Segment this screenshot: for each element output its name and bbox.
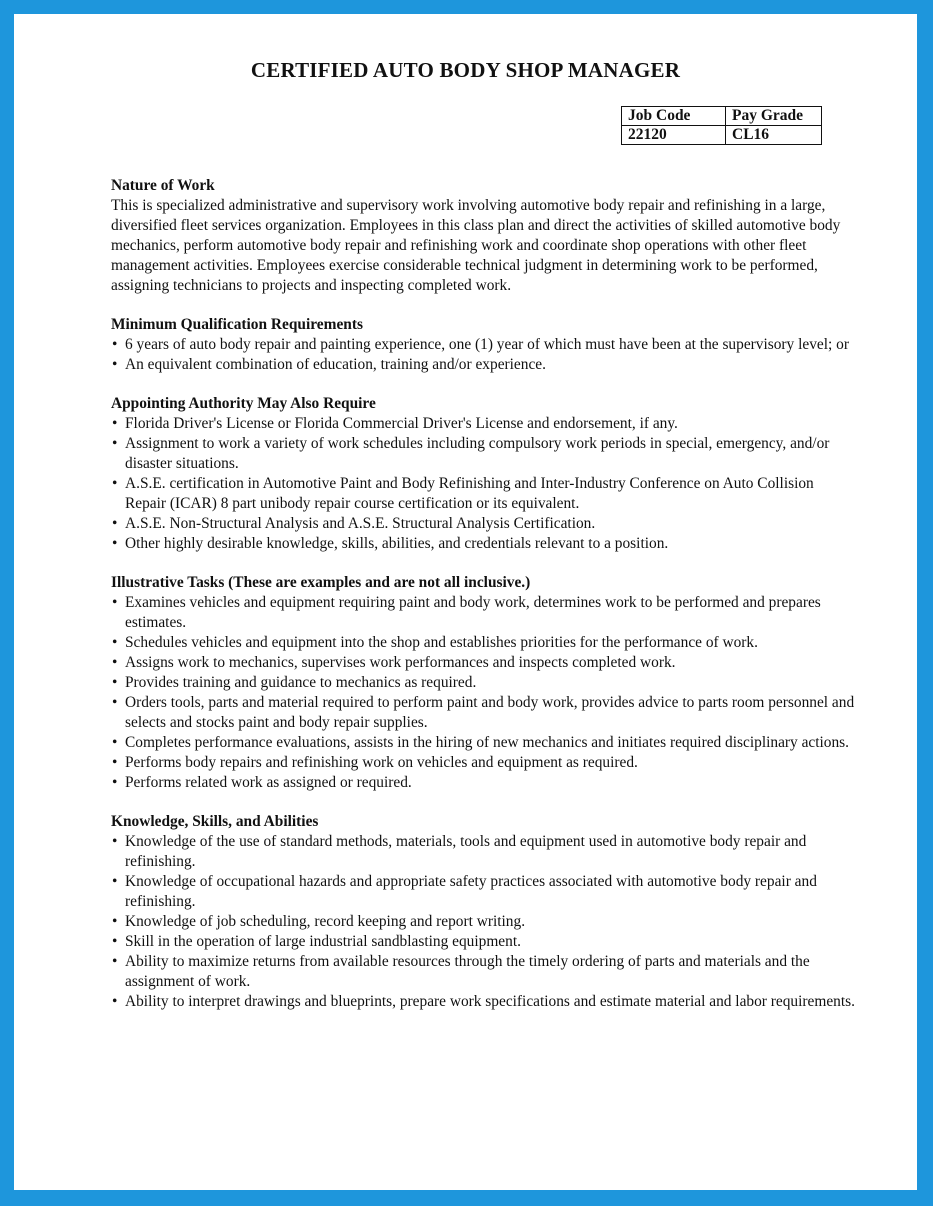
list-item-text: Skill in the operation of large industrial sandblasting equipment. <box>125 933 521 950</box>
list-item-text: Orders tools, parts and material required to perform paint and body work, provides advice to parts room personnel and selects and stocks paint and body repair supplies. <box>125 694 855 731</box>
list-item-text: Assignment to work a variety of work schedules including compulsory work periods in special, emergency, and/or disaster situations. <box>125 435 830 472</box>
bullet-icon: • <box>112 734 118 751</box>
pay-grade-value: CL16 <box>726 126 822 145</box>
list-item-text: Knowledge of the use of standard methods, materials, tools and equipment used in automotive body repair and refinishing. <box>125 833 807 870</box>
document-page <box>14 14 917 1190</box>
bullet-icon: • <box>112 674 118 691</box>
bullet-icon: • <box>112 913 118 930</box>
job-code-header: Job Code <box>622 107 726 126</box>
nature-of-work-section <box>111 176 856 296</box>
list-item-text: Examines vehicles and equipment requiring paint and body work, determines work to be performed and prepares estimates. <box>125 594 821 631</box>
bullet-icon: • <box>112 654 118 671</box>
job-code-table <box>621 106 822 145</box>
bullet-icon: • <box>112 594 118 611</box>
list-item-text: Performs body repairs and refinishing work on vehicles and equipment as required. <box>125 754 638 771</box>
list-item <box>111 992 856 1012</box>
bullet-icon: • <box>112 833 118 850</box>
bullet-icon: • <box>112 336 118 353</box>
list-item <box>111 832 856 872</box>
list-item <box>111 932 856 952</box>
list-item <box>111 753 856 773</box>
list-item-text: Knowledge of job scheduling, record keeping and report writing. <box>125 913 526 930</box>
list-item-text: Ability to maximize returns from available resources through the timely ordering of parts and materials and the assignment of work. <box>125 953 810 990</box>
list-item-text: A.S.E. certification in Automotive Paint and Body Refinishing and Inter-Industry Conference on Auto Collision Repair (ICAR) 8 part unibody repair course certification or its equivalent. <box>125 475 814 512</box>
list-item <box>111 653 856 673</box>
bullet-icon: • <box>112 993 118 1010</box>
illustrative-tasks-section <box>111 573 856 793</box>
table-header-row <box>622 107 822 126</box>
bullet-list <box>111 832 856 1012</box>
bullet-list <box>111 414 856 554</box>
bullet-icon: • <box>112 953 118 970</box>
job-code-value: 22120 <box>622 126 726 145</box>
list-item <box>111 673 856 693</box>
list-item-text: Ability to interpret drawings and blueprints, prepare work specifications and estimate material and labor requirements. <box>125 993 855 1010</box>
list-item <box>111 514 856 534</box>
list-item <box>111 414 856 434</box>
list-item-text: Other highly desirable knowledge, skills, abilities, and credentials relevant to a position. <box>125 535 669 552</box>
bullet-icon: • <box>112 415 118 432</box>
bullet-icon: • <box>112 933 118 950</box>
minimum-qualifications-section <box>111 315 856 375</box>
list-item <box>111 912 856 932</box>
list-item-text: Florida Driver's License or Florida Commercial Driver's License and endorsement, if any. <box>125 415 678 432</box>
bullet-icon: • <box>112 754 118 771</box>
list-item-text: Schedules vehicles and equipment into the shop and establishes priorities for the performance of work. <box>125 634 758 651</box>
list-item <box>111 693 856 733</box>
list-item <box>111 952 856 992</box>
list-item-text: Assigns work to mechanics, supervises work performances and inspects completed work. <box>125 654 676 671</box>
bullet-icon: • <box>112 475 118 492</box>
list-item-text: An equivalent combination of education, training and/or experience. <box>125 356 546 373</box>
knowledge-skills-abilities-section <box>111 812 856 1012</box>
bullet-icon: • <box>112 356 118 373</box>
bullet-list <box>111 335 856 375</box>
bullet-list <box>111 593 856 793</box>
list-item <box>111 633 856 653</box>
list-item-text: Performs related work as assigned or required. <box>125 774 412 791</box>
section-heading: Appointing Authority May Also Require <box>111 395 376 412</box>
section-heading: Illustrative Tasks (These are examples and are not all inclusive.) <box>111 574 531 591</box>
list-item-text: 6 years of auto body repair and painting experience, one (1) year of which must have been at the supervisory level; or <box>125 336 849 353</box>
list-item <box>111 534 856 554</box>
list-item <box>111 355 856 375</box>
list-item <box>111 733 856 753</box>
table-row <box>622 126 822 145</box>
bullet-icon: • <box>112 535 118 552</box>
bullet-icon: • <box>112 435 118 452</box>
section-heading: Minimum Qualification Requirements <box>111 316 363 333</box>
list-item <box>111 335 856 355</box>
section-heading: Knowledge, Skills, and Abilities <box>111 813 319 830</box>
nature-of-work-text: This is specialized administrative and supervisory work involving automotive body repair and refinishing in a large, diversified fleet services organization. Employees in this class plan and direct the activities of skilled automotive body mechanics, perform automotive body repair and refinishing work and coordinate shop operations with other fleet management activities. Employees exercise considerable technical judgment in determining work to be performed, assigning technicians to projects and inspecting completed work. <box>111 197 841 294</box>
list-item <box>111 474 856 514</box>
pay-grade-header: Pay Grade <box>726 107 822 126</box>
bullet-icon: • <box>112 873 118 890</box>
list-item <box>111 434 856 474</box>
appointing-authority-section <box>111 394 856 554</box>
bullet-icon: • <box>112 634 118 651</box>
list-item <box>111 593 856 633</box>
section-heading: Nature of Work <box>111 177 215 194</box>
document-body <box>111 176 856 1031</box>
list-item-text: Completes performance evaluations, assists in the hiring of new mechanics and initiates required disciplinary actions. <box>125 734 850 751</box>
list-item <box>111 773 856 793</box>
list-item-text: Knowledge of occupational hazards and appropriate safety practices associated with automotive body repair and refinishing. <box>125 873 817 910</box>
page-title: CERTIFIED AUTO BODY SHOP MANAGER <box>250 58 681 82</box>
bullet-icon: • <box>112 694 118 711</box>
list-item <box>111 872 856 912</box>
list-item-text: A.S.E. Non-Structural Analysis and A.S.E. Structural Analysis Certification. <box>125 515 596 532</box>
bullet-icon: • <box>112 515 118 532</box>
bullet-icon: • <box>112 774 118 791</box>
list-item-text: Provides training and guidance to mechanics as required. <box>125 674 477 691</box>
